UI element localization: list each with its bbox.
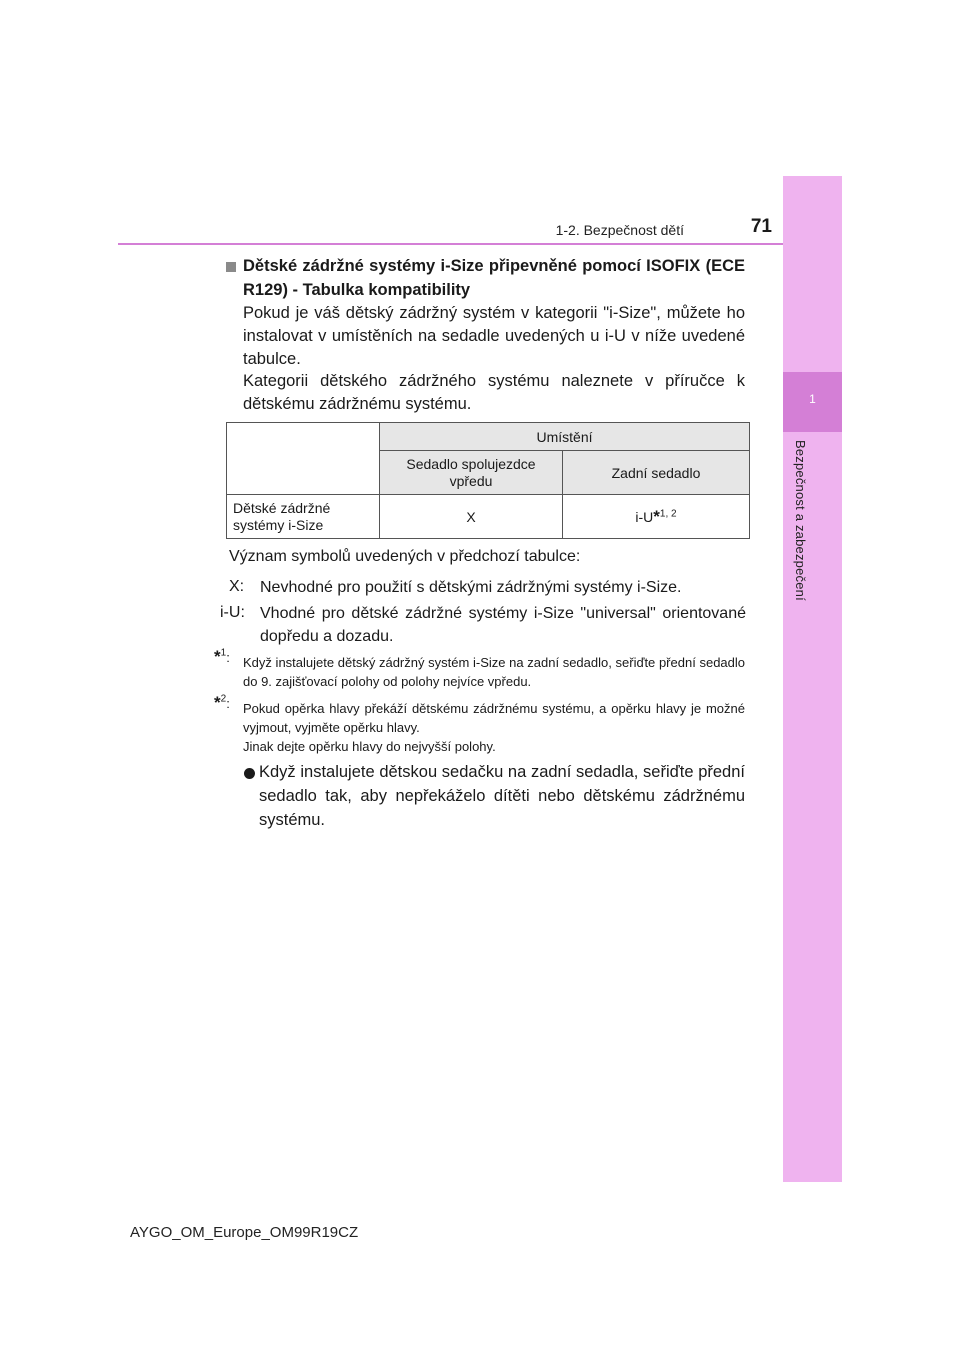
table-row (227, 495, 750, 539)
legend-text-x: Nevhodné pro použití s dětskými zádržnými systémy i-Size. (260, 579, 682, 596)
intro-paragraph-1: Pokud je váš dětský zádržný systém v kategorii "i-Size", můžete ho instalovat v umístěních na sedadle uvedených u i-U v níže uvedené tabulce. (243, 304, 745, 368)
table-group-header: Umístění (380, 423, 750, 451)
table-cell-rear-value: i-U (635, 508, 654, 525)
section-heading: Dětské zádržné systémy i-Size připevněné pomocí ISOFIX (ECE R129) - Tabulka kompatibility (243, 257, 745, 299)
table-col-front-seat: Sedadlo spolujezdce vpředu (380, 451, 563, 495)
table-cell-rear (563, 495, 750, 539)
table-col-rear-seat: Zadní sedadlo (563, 451, 750, 495)
table-row-label: Dětské zádržné systémy i-Size (227, 495, 380, 539)
footnote-2-text: Pokud opěrka hlavy překáží dětskému zádržnému systému, a opěrku hlavy je možné vyjmout, vyjměte opěrku hlavy. (243, 701, 745, 735)
side-chapter-tab (783, 176, 842, 1182)
footnote-1-number: 1 (220, 647, 227, 659)
legend-text-iu: Vhodné pro dětské zádržné systémy i-Size "universal" orientované dopředu a dozadu. (260, 605, 746, 645)
footnote-2-number: 2 (220, 693, 227, 705)
page-number: 71 (750, 216, 772, 237)
table-cell-rear-mark: * (653, 506, 660, 526)
document-code: AYGO_OM_Europe_OM99R19CZ (130, 1224, 359, 1241)
footnote-2-text-2: Jinak dejte opěrku hlavy do nejvyšší polohy. (243, 739, 496, 754)
legend-key-x: X: (229, 578, 245, 595)
header-rule (118, 243, 783, 245)
table-cell-front: X (380, 495, 563, 539)
compatibility-table (226, 422, 750, 539)
footnote-2-marker (214, 693, 230, 713)
table-cell-rear-footnote-ref: 1, 2 (659, 507, 677, 519)
footnote-1-sep: : (226, 650, 230, 665)
table-corner-cell (227, 423, 380, 495)
footnote-2-star: * (214, 693, 221, 712)
chapter-label: Bezpečnost a zabezpečení (793, 440, 808, 601)
bullet-note: Když instalujete dětskou sedačku na zadní sedadla, seřiďte přední sedadlo tak, aby nepřekáželo dítěti nebo dětskému zádržnému systému. (259, 763, 745, 829)
chapter-number: 1 (809, 392, 816, 406)
square-bullet-icon (226, 262, 236, 272)
section-title: 1-2. Bezpečnost dětí (555, 222, 684, 238)
footnote-2-sep: : (226, 696, 230, 711)
footnote-1-text: Když instalujete dětský zádržný systém i-Size na zadní sedadlo, seřiďte přední sedadlo do 9. zajišťovací polohy od polohy nejvíce vpředu. (243, 655, 745, 689)
legend-title: Význam symbolů uvedených v předchozí tabulce: (229, 548, 581, 565)
intro-paragraph-2: Kategorii dětského zádržného systému naleznete v příručce k dětskému zádržnému systému. (243, 372, 745, 413)
footnote-1-star: * (214, 647, 221, 666)
footnote-1-marker (214, 647, 230, 667)
round-bullet-icon (244, 768, 255, 779)
legend-key-iu: i-U: (220, 604, 245, 621)
